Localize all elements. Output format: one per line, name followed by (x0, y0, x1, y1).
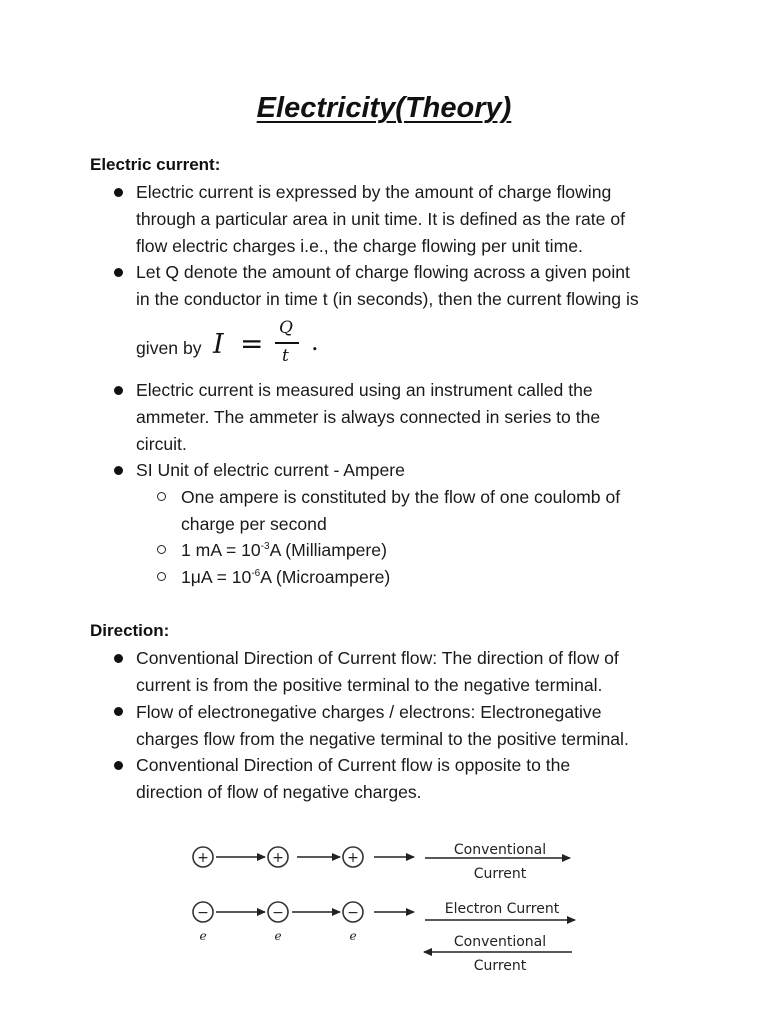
microampere-line (181, 566, 390, 588)
microampere-suffix: A (Microampere) (260, 567, 391, 587)
positive-symbol: + (272, 850, 284, 866)
bullet-icon (114, 761, 123, 770)
text-line: Conventional Direction of Current flow is opposite to the (136, 755, 571, 775)
text-line: charge per second (181, 514, 327, 534)
formula-numerator: Q (279, 318, 293, 338)
text-line: SI Unit of electric current - Ampere (136, 460, 405, 480)
positive-charge-row (193, 842, 570, 882)
text-line: current is from the positive terminal to the negative terminal. (136, 675, 603, 695)
text-line: direction of flow of negative charges. (136, 782, 422, 802)
section-heading-direction: Direction: (90, 621, 170, 640)
current-flow-diagram (180, 836, 600, 986)
bullet-icon (114, 466, 123, 475)
bullet-icon (114, 654, 123, 663)
diagram-label-current: Current (473, 958, 527, 974)
microampere-prefix: 1μA = 10 (181, 567, 252, 587)
formula-period: . (311, 328, 319, 356)
bullet-icon (114, 268, 123, 277)
negative-symbol: − (272, 905, 284, 921)
sub-bullet-icon (157, 572, 166, 581)
negative-charge-row (193, 901, 575, 974)
text-line: through a particular area in unit time. It is defined as the rate of (136, 209, 625, 229)
positive-symbol: + (347, 850, 359, 866)
formula-lhs: I (213, 329, 224, 360)
text-line: in the conductor in time t (in seconds), then the current flowing is (136, 289, 639, 309)
fraction-bar (275, 342, 299, 344)
electron-label: e (199, 929, 207, 943)
milliampere-prefix: 1 mA = 10 (181, 540, 261, 560)
diagram-label-electron-current: Electron Current (444, 901, 560, 917)
text-line: given by (136, 338, 202, 358)
text-line: Electric current is expressed by the amount of charge flowing (136, 182, 612, 202)
sub-bullet-icon (157, 545, 166, 554)
diagram-label-conventional: Conventional (453, 934, 547, 950)
negative-symbol: − (347, 905, 359, 921)
text-line: Conventional Direction of Current flow: The direction of flow of (136, 648, 619, 668)
formula-denominator: t (282, 346, 289, 366)
bullet-icon (114, 386, 123, 395)
diagram-label-conventional: Conventional (453, 842, 547, 858)
text-line: ammeter. The ammeter is always connected in series to the (136, 407, 601, 427)
milliampere-line (181, 539, 387, 561)
negative-symbol: − (197, 905, 209, 921)
text-line: One ampere is constituted by the flow of one coulomb of (181, 487, 621, 507)
text-line: Let Q denote the amount of charge flowing across a given point (136, 262, 630, 282)
bullet-icon (114, 188, 123, 197)
positive-symbol: + (197, 850, 209, 866)
milliampere-suffix: A (Milliampere) (269, 540, 387, 560)
sub-bullet-icon (157, 492, 166, 501)
formula-equals: = (240, 327, 264, 360)
text-line: charges flow from the negative terminal to the positive terminal. (136, 729, 629, 749)
electron-label: e (349, 929, 357, 943)
milliampere-exponent: -3 (260, 541, 270, 552)
text-line: Flow of electronegative charges / electrons: Electronegative (136, 702, 602, 722)
electron-label: e (274, 929, 282, 943)
page-title: Electricity(Theory) (256, 92, 512, 124)
diagram-label-current: Current (473, 866, 527, 882)
text-line: Electric current is measured using an instrument called the (136, 380, 593, 400)
text-line: circuit. (136, 434, 187, 454)
bullet-icon (114, 707, 123, 716)
section-heading-electric-current: Electric current: (90, 155, 221, 174)
text-line: flow electric charges i.e., the charge flowing per unit time. (136, 236, 583, 256)
microampere-exponent: -6 (251, 568, 261, 579)
